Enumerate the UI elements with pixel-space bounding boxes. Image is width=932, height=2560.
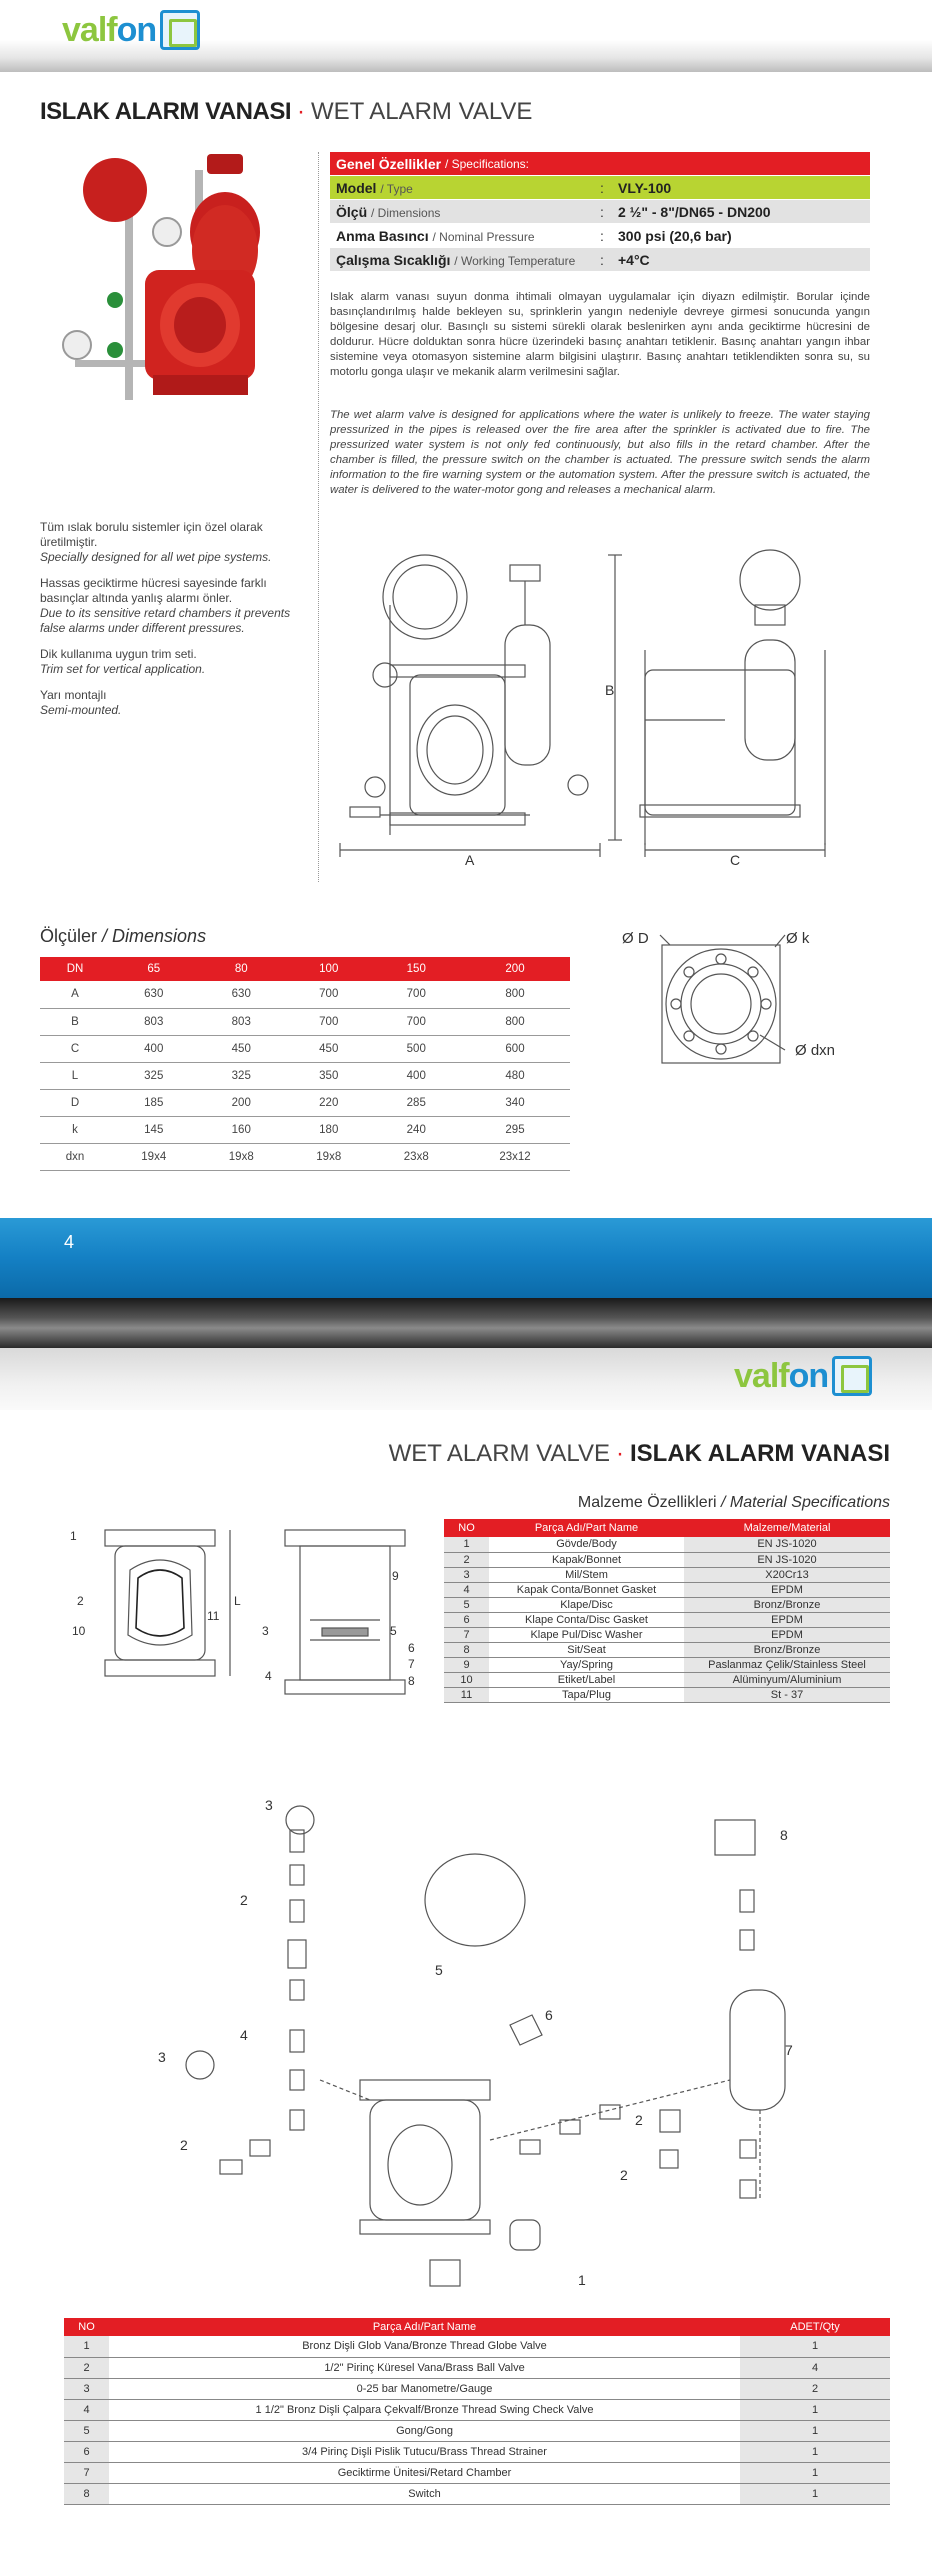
features-list <box>40 520 300 729</box>
feature-item: Tüm ıslak borulu sistemler için özel olarak üretilmiştir. Specially designed for all wet pipe systems. <box>40 520 272 564</box>
explode-label: 6 <box>545 2007 553 2023</box>
table-row: C 400 450 450 500 600 <box>40 1035 570 1062</box>
section-label: 2 <box>77 1594 84 1608</box>
feature-item: Yarı montajlı Semi-mounted. <box>40 688 122 717</box>
page-footer-band <box>0 1218 932 1298</box>
feature-item: Hassas geciktirme hücresi sayesinde farklı basınçlar altında yanlış alarmı önler. Due to its sensitive retard chambers it prevents false alarms under different pressures. <box>40 576 291 635</box>
table-row: 6 Klape Conta/Disc Gasket EPDM <box>444 1612 890 1627</box>
table-row: 1 Gövde/Body EN JS-1020 <box>444 1537 890 1552</box>
explode-label: 2 <box>620 2167 628 2183</box>
spec-row-pressure: Anma Basıncı / Nominal Pressure : 300 psi (20,6 bar) <box>330 224 870 248</box>
section-label: 4 <box>265 1669 272 1683</box>
table-row: L 325 325 350 400 480 <box>40 1062 570 1089</box>
table-row: D 185 200 220 285 340 <box>40 1089 570 1116</box>
spec-row-model: Model / Type : VLY-100 <box>330 176 870 200</box>
table-row: k 145 160 180 240 295 <box>40 1116 570 1143</box>
explode-label: 2 <box>635 2112 643 2128</box>
page-title: ISLAK ALARM VANASI · WET ALARM VALVE <box>40 98 533 125</box>
table-row: 4 Kapak Conta/Bonnet Gasket EPDM <box>444 1582 890 1597</box>
table-row: 9 Yay/Spring Paslanmaz Çelik/Stainless Steel <box>444 1657 890 1672</box>
table-row: 2 1/2" Pirinç Küresel Vana/Brass Ball Valve 4 <box>64 2357 890 2378</box>
section-label: 5 <box>390 1624 397 1638</box>
valfon-logo: valfon <box>62 10 200 50</box>
valfon-logo: valfon <box>734 1356 872 1396</box>
table-row: 3 Mil/Stem X20Cr13 <box>444 1567 890 1582</box>
description-en: The wet alarm valve is designed for applications where the water is unlikely to freeze. The water staying pressurized in the pipes is released over the fire area after the sprinkler is activated due to fire. The pressurized water system is not only fed continuously, but also fills in the retard chamber. After the chamber is filled, the pressure switch on the chamber is actuated. The pressure switch sends the alarm information to the fire warning system or the automation system. After the pressure switch is actuated, the water is delivered to the water-motor gong and releases a mechanical alarm. <box>330 409 870 496</box>
table-row: 3 0-25 bar Manometre/Gauge 2 <box>64 2378 890 2399</box>
table-row: 6 3/4 Pirinç Dişli Pislik Tutucu/Brass Thread Strainer 1 <box>64 2441 890 2462</box>
table-row: dxn 19x4 19x8 19x8 23x8 23x12 <box>40 1143 570 1170</box>
flange-drawing <box>600 925 900 1115</box>
dimensions-table <box>40 957 570 1171</box>
table-row: 8 Sit/Seat Bronz/Bronze <box>444 1642 890 1657</box>
table-row: A 630 630 700 700 800 <box>40 981 570 1008</box>
table-row: 8 Switch 1 <box>64 2483 890 2504</box>
explode-label: 1 <box>578 2272 586 2288</box>
section-label: L <box>234 1594 241 1608</box>
table-row: 1 Bronz Dişli Glob Vana/Bronze Thread Globe Valve 1 <box>64 2336 890 2357</box>
specifications-header: Genel Özellikler / Specifications: <box>330 152 870 176</box>
dimensions-title: Ölçüler / Dimensions <box>40 926 207 946</box>
valve-photo <box>55 150 285 450</box>
table-header-row: DN 65 80 100 150 200 <box>40 957 570 981</box>
section-label: 3 <box>262 1624 269 1638</box>
section-label: 6 <box>408 1641 415 1655</box>
specifications-table <box>330 152 870 272</box>
spec-row-dimensions: Ölçü / Dimensions : 2 ½" - 8"/DN65 - DN200 <box>330 200 870 224</box>
explode-label: 2 <box>180 2137 188 2153</box>
material-title: Malzeme Özellikleri / Material Specifications <box>577 1494 890 1511</box>
section-label: 9 <box>392 1569 399 1583</box>
section-label: 7 <box>408 1657 415 1671</box>
explode-label: 4 <box>240 2027 248 2043</box>
logo-mark-icon <box>832 1356 872 1396</box>
explode-label: 3 <box>158 2049 166 2065</box>
logo-mark-icon <box>160 10 200 50</box>
table-row: B 803 803 700 700 800 <box>40 1008 570 1035</box>
page2-header <box>0 1348 932 1410</box>
table-row: 7 Geciktirme Ünitesi/Retard Chamber 1 <box>64 2462 890 2483</box>
exploded-view-drawing <box>140 1780 880 2320</box>
table-row: 4 1 1/2" Bronz Dişli Çalpara Çekvalf/Bronze Thread Swing Check Valve 1 <box>64 2399 890 2420</box>
feature-item: Dik kullanıma uygun trim seti. Trim set for vertical application. <box>40 647 206 676</box>
explode-label: 7 <box>785 2042 793 2058</box>
page-divider-band <box>0 1298 932 1348</box>
page2-title: WET ALARM VALVE · ISLAK ALARM VANASI <box>388 1440 890 1467</box>
flange-label-dxn: Ø dxn <box>795 1042 836 1059</box>
table-row: 2 Kapak/Bonnet EN JS-1020 <box>444 1552 890 1567</box>
technical-drawing <box>330 545 890 905</box>
dim-a-label: A <box>465 852 475 868</box>
page-number: 4 <box>64 1232 75 1252</box>
parts-table <box>64 2318 890 2505</box>
table-row: 10 Etiket/Label Alüminyum/Aluminium <box>444 1672 890 1687</box>
table-row: 11 Tapa/Plug St - 37 <box>444 1687 890 1702</box>
explode-label: 2 <box>240 1892 248 1908</box>
flange-label-k: Ø k <box>786 930 810 947</box>
section-label: 10 <box>72 1624 86 1638</box>
section-drawing <box>60 1510 430 1760</box>
table-header-row: NO Parça Adı/Part Name Malzeme/Material <box>444 1519 890 1537</box>
spec-row-temperature: Çalışma Sıcaklığı / Working Temperature : +4°C <box>330 248 870 272</box>
explode-label: 5 <box>435 1962 443 1978</box>
description-tr: Islak alarm vanası suyun donma ihtimali olmayan uygulamalar için diyazn edilmiştir. Borular içinde basınçlandırılmış halde bekleyen su, sprinklerin yangın nedeniyle devreye girmesi sonucunda yangın bölgesine desarj olur. Basınçlı su sistemi sürekli olarak beslenirken aynı anda geciktirme hücresini de doldurur. Hücre dolduktan sonra hücre üzerindeki basınç anahtarı tetiklenir. Basınç anahtarı yangın ihbar sistemine veya otomasyon sistemine alarm bilgisini ulaştırır. Basınç anahtarı tetiklendikten sonra su, su motorlu gonga ulaşır ve mekanik alarm verilmesini sağlar. <box>330 291 870 378</box>
column-divider <box>318 152 319 882</box>
flange-label-d: Ø D <box>622 930 649 947</box>
table-row: 5 Klape/Disc Bronz/Bronze <box>444 1597 890 1612</box>
dim-b-label: B <box>605 682 615 698</box>
table-header-row: NO Parça Adı/Part Name ADET/Qty <box>64 2318 890 2336</box>
dim-c-label: C <box>730 852 741 868</box>
section-label: 1 <box>70 1529 77 1543</box>
explode-label: 8 <box>780 1827 788 1843</box>
material-table <box>444 1519 890 1703</box>
page1-header <box>0 0 932 72</box>
section-label: 11 <box>207 1609 220 1623</box>
section-label: 8 <box>408 1674 415 1688</box>
table-row: 5 Gong/Gong 1 <box>64 2420 890 2441</box>
table-row: 7 Klape Pul/Disc Washer EPDM <box>444 1627 890 1642</box>
explode-label: 3 <box>265 1797 273 1813</box>
